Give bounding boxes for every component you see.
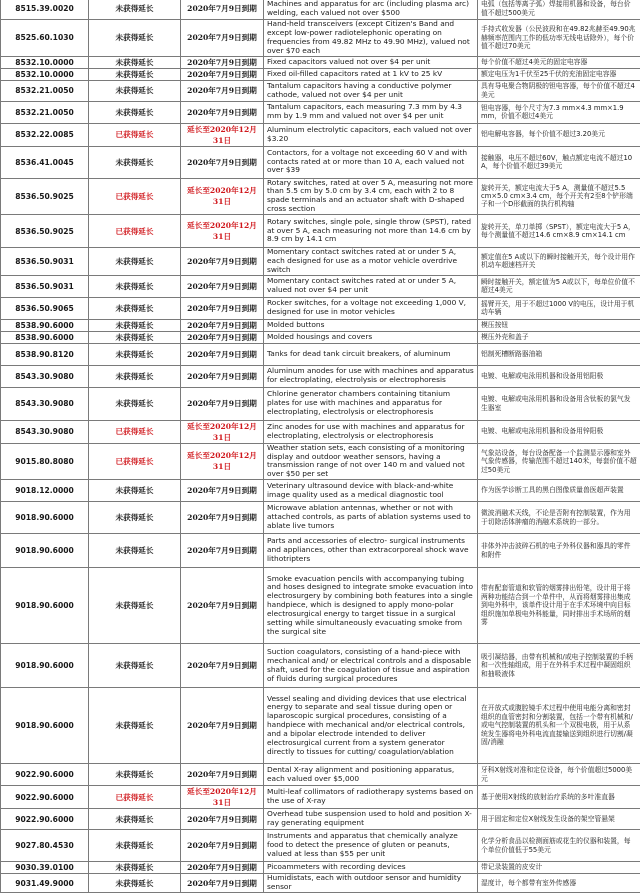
- status-cell: 未获得延长: [89, 20, 181, 57]
- english-description-cell: Multi-leaf collimators of radiotherapy systems based on the use of X-ray: [264, 786, 478, 809]
- deadline-cell: 2020年7月9日到期: [181, 80, 264, 101]
- english-description-cell: Tanks for dead tank circuit breakers, of aluminum: [264, 343, 478, 365]
- english-description-cell: Dental X-ray alignment and positioning apparatus, each valued over $5,000: [264, 764, 478, 786]
- chinese-description-cell: 非体外冲击波碎石机的电子外科仪器和器具的零件和附件: [478, 534, 640, 568]
- hts-code-cell: 8532.21.0050: [1, 80, 89, 101]
- deadline-cell: 延长至2020年12月31日: [181, 786, 264, 809]
- chinese-description-cell: 摇臂开关，用于不超过1000 V的电压，设计用于机动车辆: [478, 297, 640, 319]
- hts-code-cell: 8538.90.6000: [1, 331, 89, 343]
- hts-code-cell: 8536.50.9025: [1, 178, 89, 215]
- status-cell: 未获得延长: [89, 343, 181, 365]
- deadline-cell: 2020年7月9日到期: [181, 688, 264, 764]
- english-description-cell: Hand-held transceivers (except Citizen's Band and except low-power radiotelephonic operating on frequencies from 49.82 MHz to 49.90 MHz), valued not over $70 each: [264, 20, 478, 57]
- deadline-cell: 2020年7月9日到期: [181, 830, 264, 862]
- table-row: [1, 123, 640, 146]
- deadline-cell: 2020年7月9日到期: [181, 248, 264, 276]
- table-row: [1, 830, 640, 862]
- english-description-cell: Machines and apparatus for arc (including plasma arc) welding, each valued not over $500: [264, 0, 478, 20]
- status-cell: 未获得延长: [89, 365, 181, 387]
- english-description-cell: Zinc anodes for use with machines and apparatus for electroplating, electrolysis or electrophoresis: [264, 420, 478, 443]
- status-cell: 已获得延长: [89, 178, 181, 215]
- english-description-cell: Rotary switches, rated at over 5 A, measuring not more than 5.5 cm by 5.0 cm by 3.4 cm, each with 2 to 8 spade terminals and an actuator shaft with D-shaped cross section: [264, 178, 478, 215]
- chinese-description-cell: 电镀、电解或电泳用机器和设备用含钛板的氯气发生器室: [478, 387, 640, 420]
- hts-code-cell: 9027.80.4530: [1, 830, 89, 862]
- english-description-cell: Molded buttons: [264, 319, 478, 331]
- deadline-cell: 2020年7月9日到期: [181, 874, 264, 893]
- hts-code-cell: 8532.10.0000: [1, 68, 89, 80]
- table-row: [1, 502, 640, 534]
- deadline-cell: 2020年7月9日到期: [181, 275, 264, 297]
- chinese-description-cell: 模压按钮: [478, 319, 640, 331]
- deadline-cell: 2020年7月9日到期: [181, 534, 264, 568]
- status-cell: 未获得延长: [89, 68, 181, 80]
- table-row: [1, 0, 640, 20]
- table-row: [1, 534, 640, 568]
- status-cell: 未获得延长: [89, 319, 181, 331]
- chinese-description-cell: 带有配套管道和软管的烟雾排出铅笔，设计用于将两种功能结合到一个单件中，从而将烟雾排出集成到电外科中，该单件设计用于在手术环境中向目标组织施加单极电外科能量，同时排出手术场所的烟雾: [478, 568, 640, 644]
- status-cell: 已获得延长: [89, 420, 181, 443]
- hts-code-cell: 8536.50.9031: [1, 248, 89, 276]
- table-row: [1, 101, 640, 123]
- deadline-cell: 2020年7月9日到期: [181, 319, 264, 331]
- english-description-cell: Rocker switches, for a voltage not exceeding 1,000 V, designed for use in motor vehicles: [264, 297, 478, 319]
- hts-code-cell: 9030.39.0100: [1, 862, 89, 874]
- english-description-cell: Veterinary ultrasound device with black-and-white image quality used as a medical diagnostic tool: [264, 480, 478, 502]
- table-row: [1, 809, 640, 830]
- status-cell: 已获得延长: [89, 443, 181, 480]
- english-description-cell: Microwave ablation antennas, whether or not with attached controls, as parts of ablation systems used to ablate live tumors: [264, 502, 478, 534]
- status-cell: 未获得延长: [89, 80, 181, 101]
- english-description-cell: Molded housings and covers: [264, 331, 478, 343]
- status-cell: 已获得延长: [89, 215, 181, 248]
- deadline-cell: 2020年7月9日到期: [181, 365, 264, 387]
- deadline-cell: 2020年7月9日到期: [181, 56, 264, 68]
- english-description-cell: Suction coagulators, consisting of a hand-piece with mechanical and/ or electrical controls and a disposable shaft, used for the coagulation of tissue and aspiration of fluids during surgical procedures: [264, 644, 478, 688]
- status-cell: 未获得延长: [89, 688, 181, 764]
- english-description-cell: Fixed oil-filled capacitors rated at 1 kV to 25 kV: [264, 68, 478, 80]
- table-row: [1, 319, 640, 331]
- chinese-description-cell: 铝电解电容器，每个价值不超过3.20美元: [478, 123, 640, 146]
- table-row: [1, 786, 640, 809]
- chinese-description-cell: 瞬时接触开关，额定值为5 A或以下，每单位价值不超过4美元: [478, 275, 640, 297]
- table-row: [1, 365, 640, 387]
- deadline-cell: 2020年7月9日到期: [181, 387, 264, 420]
- table-row: [1, 420, 640, 443]
- chinese-description-cell: 具有导电聚合物阴极的钽电容器，每个价值不超过4美元: [478, 80, 640, 101]
- status-cell: 未获得延长: [89, 146, 181, 178]
- table-row: [1, 80, 640, 101]
- table-row: [1, 275, 640, 297]
- deadline-cell: 2020年7月9日到期: [181, 809, 264, 830]
- chinese-description-cell: 接触器，电压不超过60V，触点额定电流不超过10 A，每个价值不超过39美元: [478, 146, 640, 178]
- hts-code-cell: 9018.12.0000: [1, 480, 89, 502]
- english-description-cell: Picoammeters with recording devices: [264, 862, 478, 874]
- table-row: [1, 248, 640, 276]
- english-description-cell: Aluminum electrolytic capacitors, each valued not over $3.20: [264, 123, 478, 146]
- hts-code-cell: 9022.90.6000: [1, 786, 89, 809]
- status-cell: 未获得延长: [89, 0, 181, 20]
- status-cell: 已获得延长: [89, 123, 181, 146]
- deadline-cell: 延长至2020年12月31日: [181, 215, 264, 248]
- deadline-cell: 延长至2020年12月31日: [181, 420, 264, 443]
- hts-code-cell: 9018.90.6000: [1, 502, 89, 534]
- deadline-cell: 2020年7月9日到期: [181, 568, 264, 644]
- english-description-cell: Humidistats, each with outdoor sensor and humidity sensor: [264, 874, 478, 893]
- status-cell: 未获得延长: [89, 809, 181, 830]
- table-row: [1, 297, 640, 319]
- hts-code-cell: 8543.30.9080: [1, 365, 89, 387]
- hts-code-cell: 8536.41.0045: [1, 146, 89, 178]
- chinese-description-cell: 用于固定和定位X射线发生设备的架空管悬架: [478, 809, 640, 830]
- hts-code-cell: 9015.80.8080: [1, 443, 89, 480]
- table-row: [1, 862, 640, 874]
- table-row: [1, 443, 640, 480]
- chinese-description-cell: 气象站设备，每台设备配备一个监测显示器和室外气象传感器，传输范围不超过140米，每套价值不超过50美元: [478, 443, 640, 480]
- english-description-cell: Tantalum capacitors having a conductive polymer cathode, valued not over $4 per unit: [264, 80, 478, 101]
- hts-code-cell: 8536.50.9025: [1, 215, 89, 248]
- english-description-cell: Parts and accessories of electro- surgical instruments and appliances, other than extracorporeal shock wave lithotripters: [264, 534, 478, 568]
- status-cell: 未获得延长: [89, 480, 181, 502]
- chinese-description-cell: 牙科X射线对准和定位设备，每个价值超过5000美元: [478, 764, 640, 786]
- english-description-cell: Momentary contact switches rated at or under 5 A, each designed for use as a motor vehicle overdrive switch: [264, 248, 478, 276]
- english-description-cell: Rotary switches, single pole, single throw (SPST), rated at over 5 A, each measuring not more than 14.6 cm by 8.9 cm by 14.1 cm: [264, 215, 478, 248]
- deadline-cell: 2020年7月9日到期: [181, 101, 264, 123]
- table-row: [1, 874, 640, 893]
- hts-code-cell: 8538.90.8120: [1, 343, 89, 365]
- chinese-description-cell: 旋转开关，单刀单掷（SPST），额定电流大于5 A，每个测量值不超过14.6 cm×8.9 cm×14.1 cm: [478, 215, 640, 248]
- deadline-cell: 延长至2020年12月31日: [181, 178, 264, 215]
- chinese-description-cell: 旋转开关，额定电流大于5 A，测量值不超过5.5 cm×5.0 cm×3.4 cm，每个开关有2至8个铲形端子和一个D形截面的执行机构轴: [478, 178, 640, 215]
- hts-code-cell: 8532.10.0000: [1, 56, 89, 68]
- table-row: [1, 56, 640, 68]
- chinese-description-cell: 钽电容器，每个尺寸为7.3 mm×4.3 mm×1.9 mm，价值不超过4美元: [478, 101, 640, 123]
- hts-code-cell: 9018.90.6000: [1, 568, 89, 644]
- hts-code-cell: 8525.60.1030: [1, 20, 89, 57]
- status-cell: 未获得延长: [89, 764, 181, 786]
- status-cell: 未获得延长: [89, 644, 181, 688]
- chinese-description-cell: 电镀、电解或电泳用机器和设备用锌阳极: [478, 420, 640, 443]
- table-row: [1, 688, 640, 764]
- hts-code-cell: 8536.50.9031: [1, 275, 89, 297]
- deadline-cell: 2020年7月9日到期: [181, 0, 264, 20]
- table-row: [1, 146, 640, 178]
- hts-code-cell: 8538.90.6000: [1, 319, 89, 331]
- english-description-cell: Tantalum capacitors, each measuring 7.3 mm by 4.3 mm by 1.9 mm and valued not over $4 per unit: [264, 101, 478, 123]
- status-cell: 未获得延长: [89, 387, 181, 420]
- chinese-description-cell: 模压外壳和盖子: [478, 331, 640, 343]
- hts-code-cell: 9022.90.6000: [1, 809, 89, 830]
- chinese-description-cell: 吸引凝结器，由带有机械和/或电子控制装置的手柄和一次性轴组成，用于在外科手术过程中凝固组织和抽吸液体: [478, 644, 640, 688]
- status-cell: 未获得延长: [89, 275, 181, 297]
- hts-code-cell: 8532.22.0085: [1, 123, 89, 146]
- status-cell: 未获得延长: [89, 248, 181, 276]
- deadline-cell: 延长至2020年12月31日: [181, 123, 264, 146]
- deadline-cell: 2020年7月9日到期: [181, 764, 264, 786]
- table-row: [1, 568, 640, 644]
- hts-code-cell: 9018.90.6000: [1, 688, 89, 764]
- english-description-cell: Fixed capacitors valued not over $4 per unit: [264, 56, 478, 68]
- chinese-description-cell: 在开放式或腹腔镜手术过程中使用电能分离和密封组织的血管密封和分割装置，包括一个带有机械和/或电气控制装置的机头和一个双极电极，用于从系统发生器将电外科电流直接输送到组织进行切割/凝固/消融: [478, 688, 640, 764]
- status-cell: 未获得延长: [89, 534, 181, 568]
- english-description-cell: Instruments and apparatus that chemically analyze food to detect the presence of gluten or peanuts, valued at less than $55 per unit: [264, 830, 478, 862]
- hts-code-cell: 8536.50.9065: [1, 297, 89, 319]
- chinese-description-cell: 电弧（包括等离子弧）焊接用机器和设备，每台价值不超过500美元: [478, 0, 640, 20]
- deadline-cell: 2020年7月9日到期: [181, 343, 264, 365]
- table-row: [1, 178, 640, 215]
- table-row: [1, 387, 640, 420]
- table-body: [1, 0, 640, 892]
- hts-code-cell: 9018.90.6000: [1, 534, 89, 568]
- deadline-cell: 2020年7月9日到期: [181, 502, 264, 534]
- status-cell: 未获得延长: [89, 862, 181, 874]
- chinese-description-cell: 电镀、电解或电泳用机器和设备用铝阳极: [478, 365, 640, 387]
- status-cell: 未获得延长: [89, 297, 181, 319]
- deadline-cell: 2020年7月9日到期: [181, 331, 264, 343]
- table-row: [1, 68, 640, 80]
- chinese-description-cell: 化学分析食品以检测面筋或花生的仪器和装置，每个单位价值低于55美元: [478, 830, 640, 862]
- english-description-cell: Weather station sets, each consisting of a monitoring display and outdoor weather sensors, having a transmission range of not over 140 m and valued not over $50 per set: [264, 443, 478, 480]
- hts-code-cell: 8543.30.9080: [1, 420, 89, 443]
- status-cell: 未获得延长: [89, 331, 181, 343]
- hts-code-cell: 9022.90.6000: [1, 764, 89, 786]
- english-description-cell: Overhead tube suspension used to hold and position X-ray generating equipment: [264, 809, 478, 830]
- deadline-cell: 延长至2020年12月31日: [181, 443, 264, 480]
- english-description-cell: Vessel sealing and dividing devices that use electrical energy to separate and seal tissue during open or laparoscopic surgical procedures, consisting of a handpiece with mechanical and/or electrical controls, and a bipolar electrode intended to deliver electrosurgical current from a system generator directly to tissues for cutting/ coagulation/ablation: [264, 688, 478, 764]
- table-row: [1, 343, 640, 365]
- table-row: [1, 764, 640, 786]
- chinese-description-cell: 作为医学诊断工具的黑白图像质量兽医超声装置: [478, 480, 640, 502]
- deadline-cell: 2020年7月9日到期: [181, 20, 264, 57]
- english-description-cell: Contactors, for a voltage not exceeding 60 V and with contacts rated at or more than 10 A, each valued not over $39: [264, 146, 478, 178]
- table-row: [1, 20, 640, 57]
- status-cell: 未获得延长: [89, 56, 181, 68]
- hts-code-cell: 8515.39.0020: [1, 0, 89, 20]
- status-cell: 未获得延长: [89, 101, 181, 123]
- status-cell: 未获得延长: [89, 502, 181, 534]
- chinese-description-cell: 湿度计，每个都带有室外传感器: [478, 874, 640, 893]
- table-row: [1, 644, 640, 688]
- deadline-cell: 2020年7月9日到期: [181, 146, 264, 178]
- hts-code-cell: 8532.21.0050: [1, 101, 89, 123]
- english-description-cell: Aluminum anodes for use with machines and apparatus for electroplating, electrolysis or electrophoresis: [264, 365, 478, 387]
- chinese-description-cell: 每个价值不超过4美元的固定电容器: [478, 56, 640, 68]
- status-cell: 未获得延长: [89, 874, 181, 893]
- chinese-description-cell: 微波消融术天线，不论是否附有控制装置，作为用于切除活体肿瘤的消融术系统的一部分。: [478, 502, 640, 534]
- deadline-cell: 2020年7月9日到期: [181, 480, 264, 502]
- hts-code-cell: 8543.30.9080: [1, 387, 89, 420]
- status-cell: 已获得延长: [89, 786, 181, 809]
- deadline-cell: 2020年7月9日到期: [181, 862, 264, 874]
- table-row: [1, 331, 640, 343]
- deadline-cell: 2020年7月9日到期: [181, 644, 264, 688]
- chinese-description-cell: 铝制死槽断路器油箱: [478, 343, 640, 365]
- english-description-cell: Smoke evacuation pencils with accompanying tubing and hoses designed to integrate smoke evacuation into electrosurgery by combining both features into a single handpiece, which is designed to apply mono-polar electrosurgical energy to target tissue in a surgical setting while simultaneously evacuating smoke from the surgical site: [264, 568, 478, 644]
- status-cell: 未获得延长: [89, 830, 181, 862]
- chinese-description-cell: 额定电压为1千伏至25千伏的充油固定电容器: [478, 68, 640, 80]
- chinese-description-cell: 基于使用X射线的放射治疗系统的多叶准直器: [478, 786, 640, 809]
- status-cell: 未获得延长: [89, 568, 181, 644]
- english-description-cell: Chlorine generator chambers containing titanium plates for use with machines and apparatus for electroplating, electrolysis or electrophoresis: [264, 387, 478, 420]
- deadline-cell: 2020年7月9日到期: [181, 297, 264, 319]
- english-description-cell: Momentary contact switches rated at or under 5 A, valued not over $4 per unit: [264, 275, 478, 297]
- chinese-description-cell: 带记录装置的皮安计: [478, 862, 640, 874]
- deadline-cell: 2020年7月9日到期: [181, 68, 264, 80]
- table-row: [1, 480, 640, 502]
- chinese-description-cell: 手持式收发器（公民波段和在49.82兆赫至49.90兆赫频率范围内工作的低功率无线电话除外），每个价值不超过70美元: [478, 20, 640, 57]
- table-row: [1, 215, 640, 248]
- hts-code-cell: 9031.49.9000: [1, 874, 89, 893]
- chinese-description-cell: 额定值在5 A或以下的瞬时接触开关，每个设计用作机动车超速档开关: [478, 248, 640, 276]
- hts-code-cell: 9018.90.6000: [1, 644, 89, 688]
